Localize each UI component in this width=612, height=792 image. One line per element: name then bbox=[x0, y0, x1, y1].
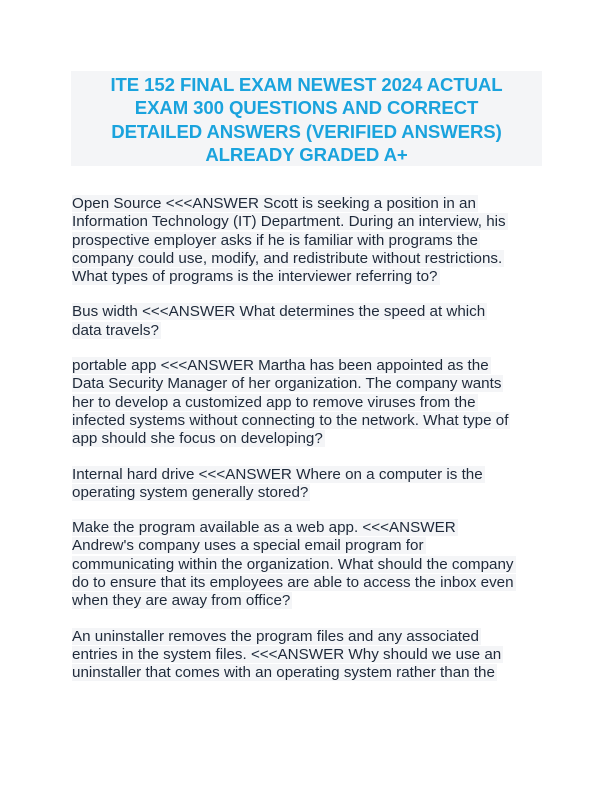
title-banner bbox=[71, 71, 542, 166]
text-line-content: operating system generally stored? bbox=[72, 483, 309, 501]
text-line-content: prospective employer asks if he is familiar with programs the bbox=[72, 231, 478, 249]
text-line bbox=[72, 394, 552, 412]
title-line: ALREADY GRADED A+ bbox=[205, 143, 408, 165]
document-body bbox=[72, 195, 552, 700]
text-line-content: do to ensure that its employees are able to access the inbox even bbox=[72, 574, 514, 592]
text-line bbox=[72, 232, 552, 250]
document-title bbox=[71, 73, 542, 166]
title-line: ITE 152 FINAL EXAM NEWEST 2024 ACTUAL bbox=[110, 74, 503, 95]
qa-entry bbox=[72, 628, 552, 683]
text-line-content: Internal hard drive <<<ANSWER Where on a computer is the bbox=[72, 465, 483, 483]
text-line bbox=[72, 519, 552, 537]
text-line-content: Data Security Manager of her organization. The company wants bbox=[72, 375, 502, 393]
text-line-content: app should she focus on developing? bbox=[72, 430, 323, 448]
text-line bbox=[72, 430, 552, 448]
text-line bbox=[72, 466, 552, 484]
qa-entry bbox=[72, 519, 552, 610]
qa-entry bbox=[72, 357, 552, 448]
text-line bbox=[72, 628, 552, 646]
text-line bbox=[72, 537, 552, 555]
qa-entry bbox=[72, 195, 552, 286]
text-line-content: Information Technology (IT) Department. During an interview, his bbox=[72, 213, 506, 231]
text-line-content: An uninstaller removes the program files and any associated bbox=[72, 627, 479, 645]
text-line bbox=[72, 592, 552, 610]
text-line-content: company could use, modify, and redistribute without restrictions. bbox=[72, 249, 503, 267]
text-line-content: entries in the system files. <<<ANSWER Why should we use an bbox=[72, 645, 502, 663]
text-line bbox=[72, 303, 552, 321]
text-line-content: communicating within the organization. What should the company bbox=[72, 555, 514, 573]
text-line bbox=[72, 322, 552, 340]
title-line: DETAILED ANSWERS (VERIFIED ANSWERS) bbox=[111, 120, 502, 142]
text-line-content: Andrew's company uses a special email program for bbox=[72, 537, 424, 555]
text-line bbox=[72, 357, 552, 375]
text-line-content: data travels? bbox=[72, 321, 159, 339]
text-line bbox=[72, 574, 552, 592]
text-line-content: Bus width <<<ANSWER What determines the speed at which bbox=[72, 303, 486, 321]
text-line-content: portable app <<<ANSWER Martha has been appointed as the bbox=[72, 357, 489, 375]
text-line-content: Make the program available as a web app. <<<ANSWER bbox=[72, 519, 456, 537]
qa-entry bbox=[72, 466, 552, 503]
text-line-content: uninstaller that comes with an operating system rather than the bbox=[72, 664, 495, 682]
text-line bbox=[72, 268, 552, 286]
qa-entry bbox=[72, 303, 552, 340]
text-line bbox=[72, 412, 552, 430]
text-line bbox=[72, 250, 552, 268]
title-line: EXAM 300 QUESTIONS AND CORRECT bbox=[134, 97, 479, 119]
text-line-content: her to develop a customized app to remove viruses from the bbox=[72, 393, 476, 411]
text-line-content: What types of programs is the interviewer referring to? bbox=[72, 268, 438, 286]
text-line bbox=[72, 375, 552, 393]
text-line bbox=[72, 484, 552, 502]
text-line bbox=[72, 556, 552, 574]
text-line bbox=[72, 664, 552, 682]
text-line-content: infected systems without connecting to the network. What type of bbox=[72, 411, 509, 429]
text-line bbox=[72, 213, 552, 231]
text-line bbox=[72, 646, 552, 664]
text-line-content: when they are away from office? bbox=[72, 592, 291, 610]
text-line bbox=[72, 195, 552, 213]
text-line-content: Open Source <<<ANSWER Scott is seeking a position in an bbox=[72, 195, 476, 212]
